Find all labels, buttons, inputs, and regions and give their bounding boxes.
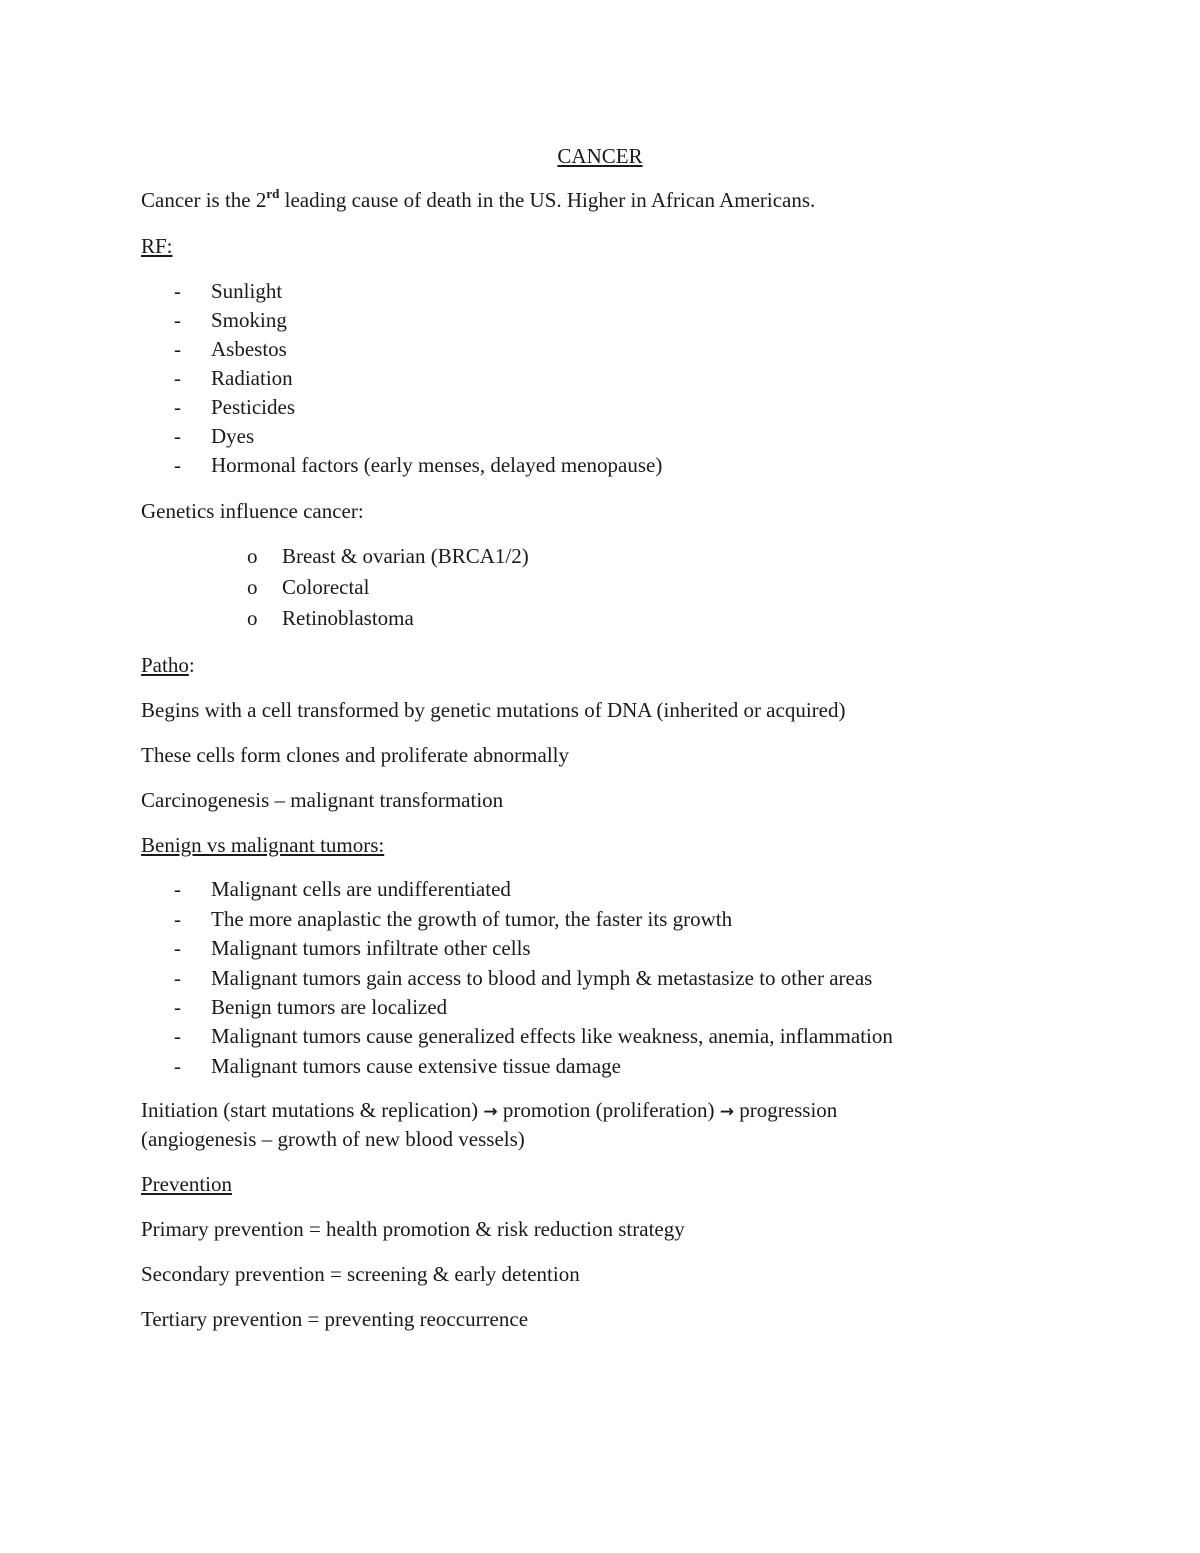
patho-heading: Patho (141, 653, 189, 677)
patho-line: Begins with a cell transformed by genetic mutations of DNA (inherited or acquired) (141, 698, 846, 722)
genetics-item: Retinoblastoma (282, 606, 414, 630)
benign-item: Malignant tumors infiltrate other cells (211, 936, 531, 960)
benign-item: Malignant tumors cause generalized effects like weakness, anemia, inflammation (211, 1024, 893, 1048)
stage-promotion: promotion (proliferation) (497, 1098, 720, 1122)
bullet-dash: - (174, 366, 181, 390)
stages-line (141, 1097, 837, 1125)
rf-item: Hormonal factors (early menses, delayed menopause) (211, 453, 663, 477)
benign-item: Malignant tumors gain access to blood and lymph & metastasize to other areas (211, 966, 873, 990)
intro-superscript: rd (266, 186, 280, 201)
patho-line: These cells form clones and proliferate abnormally (141, 743, 569, 767)
genetics-item: Colorectal (282, 575, 370, 599)
stage-progression: progression (734, 1098, 838, 1122)
bullet-dash: - (174, 966, 181, 990)
bullet-circle: o (247, 575, 258, 599)
rf-item: Radiation (211, 366, 293, 390)
rf-item: Pesticides (211, 395, 295, 419)
intro-text-end: leading cause of death in the US. Higher in African Americans. (279, 188, 816, 212)
rf-heading: RF: (141, 234, 173, 258)
bullet-dash: - (174, 1024, 181, 1048)
prevention-line: Primary prevention = health promotion & risk reduction strategy (141, 1217, 685, 1241)
prevention-line: Secondary prevention = screening & early detention (141, 1262, 580, 1286)
bullet-dash: - (174, 308, 181, 332)
bullet-circle: o (247, 544, 258, 568)
rf-item: Sunlight (211, 279, 283, 303)
bullet-dash: - (174, 453, 181, 477)
bullet-dash: - (174, 877, 181, 901)
bullet-dash: - (174, 279, 181, 303)
benign-heading: Benign vs malignant tumors: (141, 833, 385, 857)
bullet-dash: - (174, 995, 181, 1019)
arrow-right-icon: → (483, 1102, 498, 1122)
page-title: CANCER (557, 144, 643, 168)
rf-item: Smoking (211, 308, 287, 332)
bullet-dash: - (174, 907, 181, 931)
bullet-dash: - (174, 424, 181, 448)
bullet-circle: o (247, 606, 258, 630)
genetics-heading: Genetics influence cancer: (141, 499, 364, 523)
benign-item: Malignant cells are undifferentiated (211, 877, 511, 901)
arrow-right-icon: → (719, 1102, 735, 1122)
bullet-dash: - (174, 395, 181, 419)
intro-text-start: Cancer is the 2 (141, 188, 267, 212)
benign-item: The more anaplastic the growth of tumor, the faster its growth (211, 907, 733, 931)
bullet-dash: - (174, 337, 181, 361)
rf-item: Dyes (211, 424, 255, 448)
bullet-dash: - (174, 936, 181, 960)
intro-line (141, 187, 815, 213)
stages-line-2: (angiogenesis – growth of new blood vessels) (141, 1127, 525, 1151)
prevention-line: Tertiary prevention = preventing reoccurrence (141, 1307, 529, 1331)
patho-heading-line (141, 652, 195, 678)
patho-line: Carcinogenesis – malignant transformation (141, 788, 504, 812)
stage-initiation: Initiation (start mutations & replication) (141, 1098, 484, 1122)
bullet-dash: - (174, 1054, 181, 1078)
benign-item: Malignant tumors cause extensive tissue damage (211, 1054, 621, 1078)
rf-item: Asbestos (211, 337, 287, 361)
genetics-item: Breast & ovarian (BRCA1/2) (282, 544, 529, 568)
patho-colon: : (188, 653, 195, 677)
prevention-heading: Prevention (141, 1172, 232, 1196)
benign-item: Benign tumors are localized (211, 995, 448, 1019)
